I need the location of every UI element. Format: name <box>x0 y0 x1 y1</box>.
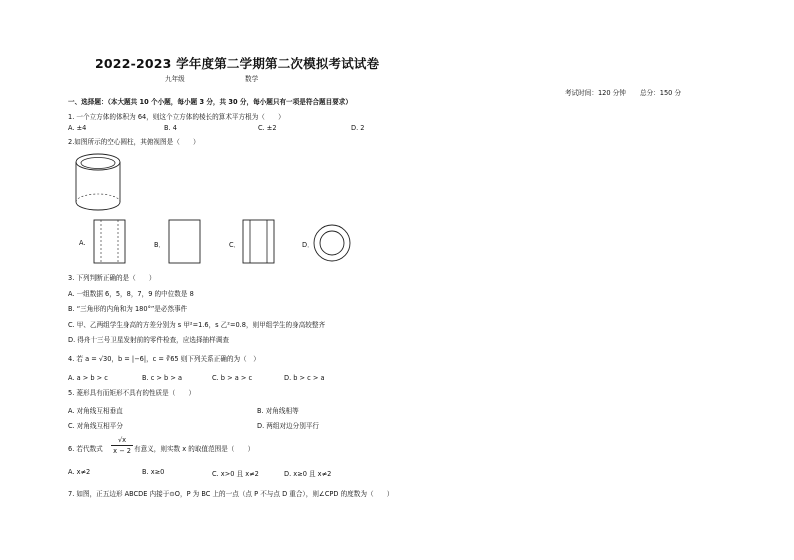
q3-option-a[interactable]: A. 一组数据 6，5，8，7，9 的中位数是 8 <box>68 290 194 298</box>
q6-fraction-numerator: √x <box>111 436 133 446</box>
q6-option-d[interactable]: D. x≥0 且 x≠2 <box>284 470 332 478</box>
q4-option-c[interactable]: C. b > a > c <box>212 374 253 382</box>
hollow-cylinder-figure <box>72 152 132 214</box>
question-2-stem: 2.如图所示的空心圆柱，其俯视图是（ ） <box>68 138 200 146</box>
q3-option-b[interactable]: B. “三角形的内角和为 180°”是必然事件 <box>68 305 188 313</box>
question-5-stem: 5. 菱形具有而矩形不具有的性质是（ ） <box>68 389 196 397</box>
q6-fraction-denominator: x − 2 <box>113 447 131 455</box>
question-6-stem-start: 6. 若代数式 <box>68 445 103 453</box>
q2-option-d-label[interactable]: D． <box>302 241 314 249</box>
question-6-stem-end: 有意义，则实数 x 的取值范围是（ ） <box>134 445 255 453</box>
q6-option-c[interactable]: C. x>0 且 x≠2 <box>212 470 259 478</box>
q4-option-a[interactable]: A. a > b > c <box>68 374 108 382</box>
q4-option-d[interactable]: D. b > c > a <box>284 374 325 382</box>
q6-fraction <box>111 436 133 455</box>
q2-option-d-figure[interactable] <box>312 223 352 263</box>
q5-option-b[interactable]: B. 对角线相等 <box>257 407 299 415</box>
q1-option-b[interactable]: B. 4 <box>164 124 177 132</box>
q2-option-c-label[interactable]: C． <box>229 241 241 249</box>
question-3-stem: 3. 下列判断正确的是（ ） <box>68 274 156 282</box>
q3-option-d[interactable]: D. 得舟十三号卫星发射前的零件检查，应选择抽样调查 <box>68 336 229 344</box>
question-1-stem: 1. 一个立方体的体积为 64，则这个立方体的棱长的算术平方根为（ ） <box>68 113 285 121</box>
q5-option-d[interactable]: D. 两组对边分别平行 <box>257 422 320 430</box>
total-score: 总分：150 分 <box>640 89 682 97</box>
page-title: 2022-2023 学年度第二学期第二次模拟考试试卷 <box>95 56 380 71</box>
q2-option-a-label[interactable]: A. <box>79 239 86 247</box>
q1-option-d[interactable]: D. 2 <box>351 124 365 132</box>
q6-option-b[interactable]: B. x≥0 <box>142 468 165 476</box>
q5-option-a[interactable]: A. 对角线互相垂直 <box>68 407 123 415</box>
q5-option-c[interactable]: C. 对角线互相平分 <box>68 422 123 430</box>
section-heading: 一、选择题：（本大题共 10 个小题，每小题 3 分，共 30 分，每小题只有一项是符合题目要求） <box>68 98 352 106</box>
grade-label: 九年级 <box>165 75 185 83</box>
q1-option-a[interactable]: A. ±4 <box>68 124 87 132</box>
q2-option-c-figure[interactable] <box>242 219 276 265</box>
q1-option-c[interactable]: C. ±2 <box>258 124 277 132</box>
subject-label: 数学 <box>245 75 259 83</box>
exam-time: 考试时间：120 分钟 <box>565 89 626 97</box>
q4-option-b[interactable]: B. c > b > a <box>142 374 183 382</box>
q2-option-b-label[interactable]: B． <box>154 241 166 249</box>
q2-option-a-figure[interactable] <box>93 219 127 265</box>
q2-option-b-figure[interactable] <box>168 219 202 265</box>
question-7-stem: 7. 如图，正五边形 ABCDE 内接于⊙O，P 为 BC 上的一点（点 P 不与点 D 重合），则∠CPD 的度数为（ ） <box>68 490 394 498</box>
q3-option-c[interactable]: C. 甲、乙两组学生身高的方差分别为 s 甲²=1.6，s 乙²=0.8，则甲组学生的身高较整齐 <box>68 321 326 329</box>
q6-option-a[interactable]: A. x≠2 <box>68 468 91 476</box>
question-4-stem: 4. 若 a = √30，b = |−6|，c = ∛65 则下列关系正确的为（ ） <box>68 355 260 363</box>
